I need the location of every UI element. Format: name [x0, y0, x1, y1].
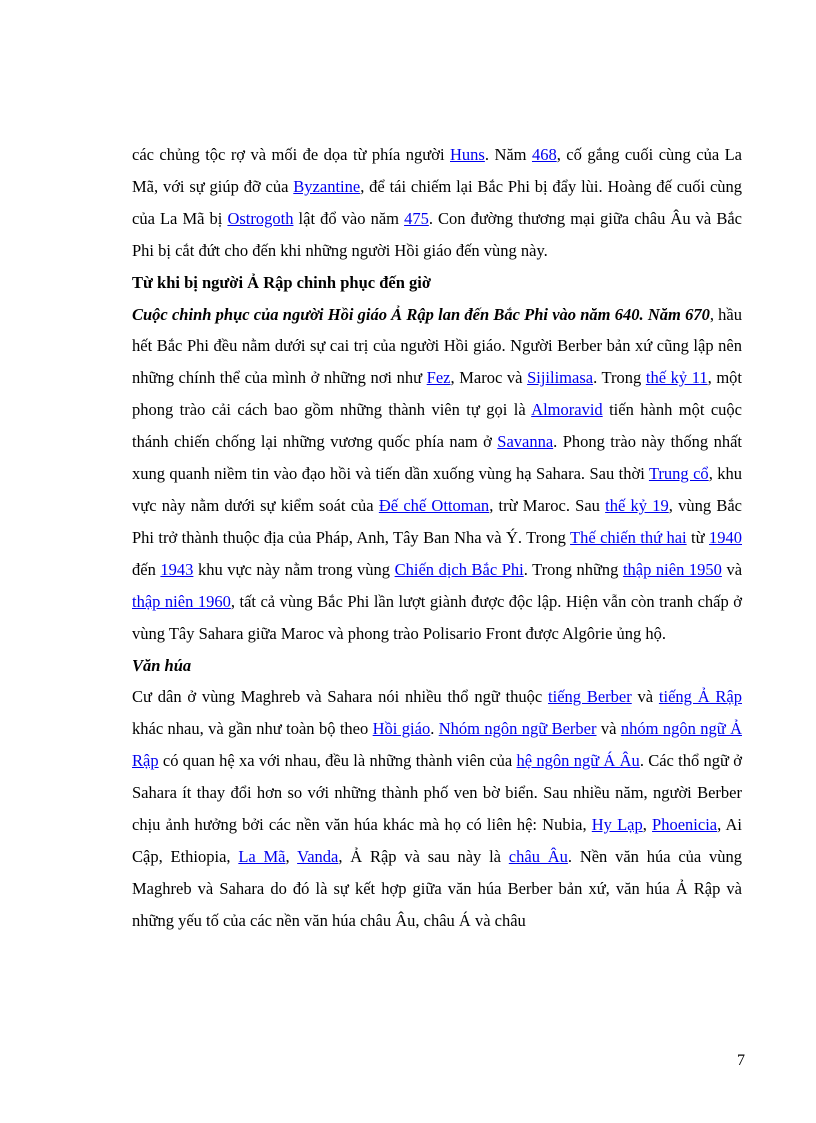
bold-italic-text: Cuộc chinh phục của người Hồi giáo Ả Rập lan đến Bắc Phi vào năm 640. Năm 670	[132, 304, 710, 324]
link-afro-asiatic-languages[interactable]: hệ ngôn ngữ Á Âu	[516, 751, 640, 771]
link-1943[interactable]: 1943	[160, 559, 194, 579]
text-run: . Con đường thương mại giữa châu Âu và Bắc Phi bị cắt đứt cho đến khi những người Hồi giáo đến vùng này.	[132, 208, 742, 260]
paragraph-arab-conquest	[132, 299, 742, 650]
link-berber-language[interactable]: tiếng Berber	[548, 687, 632, 707]
text-run: . Phong trào này thống nhất xung quanh niềm tin vào đạo hồi và tiến dần xuống vùng hạ Sahara. Sau thời	[132, 432, 742, 484]
text-run: , vùng Bắc Phi trở thành thuộc địa của Pháp, Anh, Tây Ban Nha và Ý. Trong	[132, 495, 742, 547]
link-middle-ages[interactable]: Trung cổ	[648, 464, 709, 484]
link-ottoman-empire[interactable]: Đế chế Ottoman	[378, 495, 490, 515]
link-468[interactable]: 468	[531, 145, 557, 164]
link-rome[interactable]: La Mã	[238, 846, 286, 866]
text-run: .	[430, 719, 439, 739]
text-run: từ	[686, 527, 709, 547]
text-run: và	[596, 719, 621, 739]
link-11th-century[interactable]: thế kỷ 11	[645, 368, 708, 388]
text-run: , Maroc và	[450, 368, 528, 388]
text-run: tiến hành một cuộc thánh chiến chống lại những vương quốc phía nam ở	[132, 400, 742, 452]
text-run: , một phong trào cải cách bao gồm những thành viên tự gọi là	[132, 368, 743, 420]
link-1960s[interactable]: thập niên 1960	[132, 591, 231, 611]
paragraph-culture	[132, 681, 742, 936]
link-islam[interactable]: Hồi giáo	[372, 719, 431, 739]
section-heading-culture: Văn húa	[132, 655, 192, 675]
paragraph-late-roman	[132, 139, 742, 267]
link-vandal[interactable]: Vanda	[297, 846, 339, 866]
link-ostrogoth[interactable]: Ostrogoth	[227, 208, 294, 228]
link-19th-century[interactable]: thế kỷ 19	[605, 495, 669, 515]
link-berber-language-group[interactable]: Nhóm ngôn ngữ Berber	[438, 719, 597, 739]
text-run: . Trong những	[523, 559, 623, 579]
link-north-africa-campaign[interactable]: Chiến dịch Bắc Phi	[394, 559, 524, 579]
text-run: , cố gắng cuối cùng của La Mã, với sự giúp đỡ của	[132, 145, 743, 196]
text-run: , hầu hết Bắc Phi đều nằm dưới sự cai trị của người Hồi giáo. Người Berber bản xứ cũng lập nên những chính thể của mình ở những nơi như	[132, 304, 742, 388]
link-huns[interactable]: Huns	[450, 145, 485, 164]
link-sijilimasa[interactable]: Sijilimasa	[527, 368, 594, 388]
link-475[interactable]: 475	[404, 208, 429, 228]
text-run: ,	[285, 846, 298, 866]
text-run: ,	[642, 815, 653, 835]
text-run: . Năm	[484, 145, 532, 164]
text-run: Cư dân ở vùng Maghreb và Sahara nói nhiều thổ ngữ thuộc	[132, 687, 549, 707]
link-world-war-two[interactable]: Thế chiến thứ hai	[570, 527, 687, 547]
link-europe[interactable]: châu Âu	[508, 846, 568, 866]
text-run: đến	[132, 559, 161, 579]
link-fez[interactable]: Fez	[426, 368, 451, 388]
text-run: , trừ Maroc. Sau	[489, 495, 606, 515]
text-run: , Ai Cập, Ethiopia,	[132, 815, 742, 866]
text-run: , để tái chiếm lại Bắc Phi bị đẩy lùi. Hoàng đế cuối cùng của La Mã bị	[132, 176, 743, 228]
text-run: có quan hệ xa với nhau, đều là những thành viên của	[158, 751, 517, 771]
section-heading-arab-conquest: Từ khi bị người Ả Rập chinh phục đến giờ	[132, 272, 431, 292]
text-run: , Ả Rập và sau này là	[338, 846, 509, 866]
link-arabic-language-group[interactable]: nhóm ngôn ngữ Ả Rập	[132, 719, 742, 771]
link-greece[interactable]: Hy Lạp	[591, 815, 643, 835]
text-run: và	[721, 559, 743, 579]
link-1940[interactable]: 1940	[709, 527, 742, 547]
text-run: . Trong	[593, 368, 646, 388]
text-run: . Các thổ ngữ ở Sahara ít thay đổi hơn so với những thành phố ven bờ biển. Sau nhiều năm, người Berber chịu ảnh hưởng bởi các nền văn húa khác mà họ có liên hệ: Nubia,	[132, 751, 742, 835]
text-run: , khu vực này nằm dưới sự kiểm soát của	[132, 464, 742, 515]
link-arabic-language[interactable]: tiếng Ả Rập	[658, 687, 742, 707]
link-phoenicia[interactable]: Phoenicia	[652, 815, 718, 835]
text-run: khu vực này nằm trong vùng	[193, 559, 395, 579]
link-savanna[interactable]: Savanna	[497, 432, 554, 452]
link-1950s[interactable]: thập niên 1950	[622, 559, 722, 579]
text-run: lật đổ vào năm	[293, 208, 405, 228]
link-almoravid[interactable]: Almoravid	[531, 400, 603, 420]
text-run: các chủng tộc rợ và mối đe dọa từ phía người	[132, 145, 451, 164]
link-byzantine[interactable]: Byzantine	[293, 176, 361, 196]
text-run: , tất cả vùng Bắc Phi lần lượt giành được độc lập. Hiện vẫn còn tranh chấp ở vùng Tây Sahara giữa Maroc và phong trào Polisario Front được Algôrie ủng hộ.	[132, 591, 742, 643]
text-run: . Nền văn húa của vùng Maghreb và Sahara do đó là sự kết hợp giữa văn húa Berber bản xứ, văn húa Ả Rập và những yếu tố của các nền văn húa châu Âu, châu Á và châu	[132, 846, 742, 930]
text-run: và	[631, 687, 659, 707]
page-content	[132, 139, 742, 937]
text-run: khác nhau, và gần như toàn bộ theo	[132, 719, 373, 739]
page-number: 7	[737, 1052, 745, 1069]
